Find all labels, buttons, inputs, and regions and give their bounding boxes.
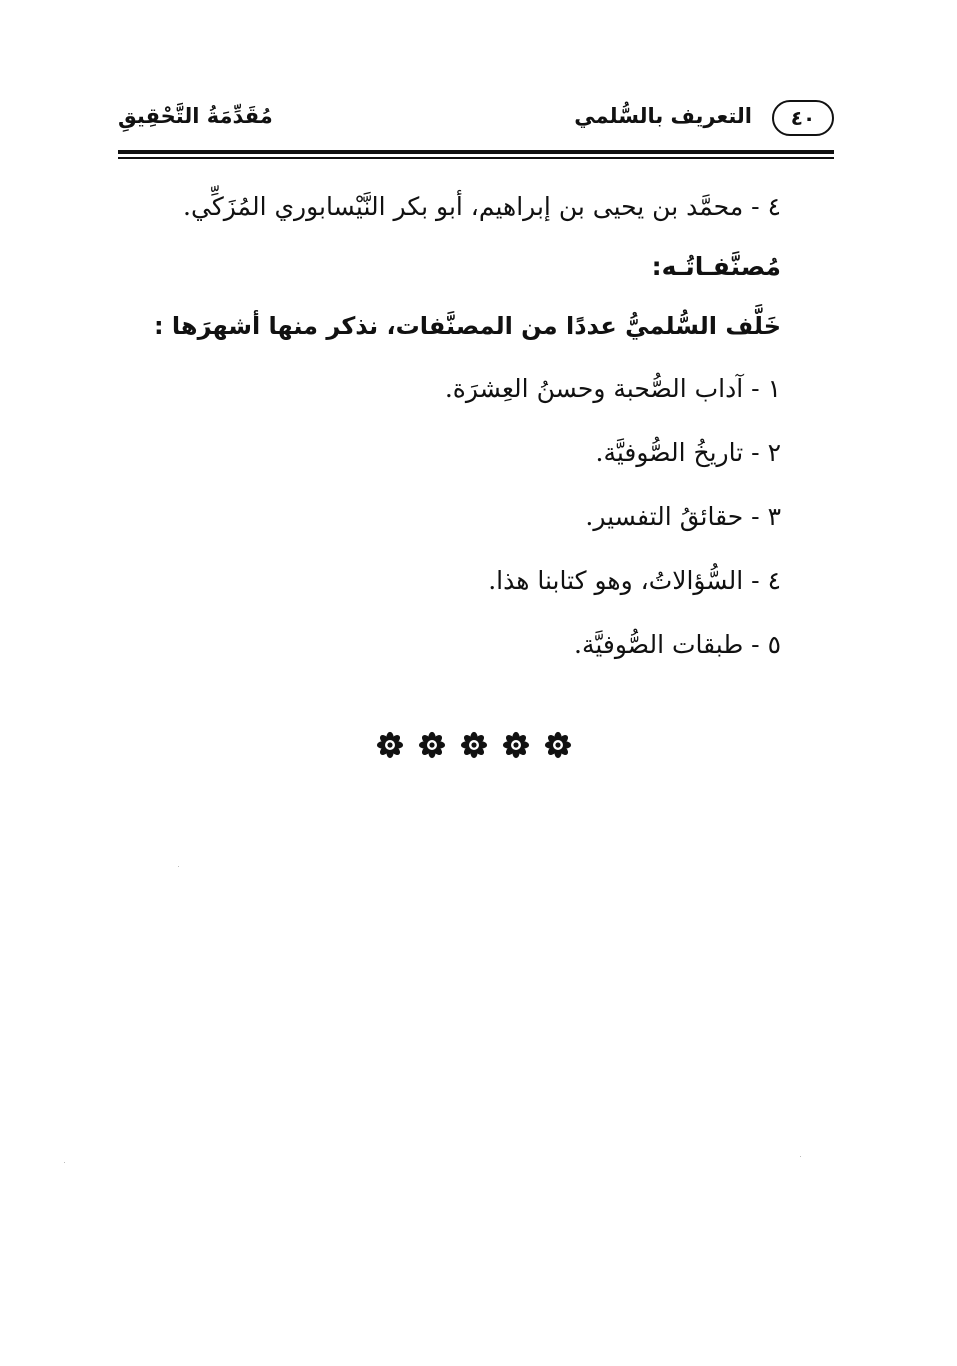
intro-paragraph: خَلَّف السُّلميُّ عددًا من المصنَّفات، نذكر منها أشهرَها : [153,312,781,340]
eight-petal-flower-icon [460,731,488,759]
eight-petal-flower-icon [502,731,530,759]
scan-speck [64,1162,65,1163]
scan-speck [178,866,179,867]
header-section-title: التعريف بالسُّلمي [574,104,752,128]
header-rule-thin [118,157,834,159]
section-heading: مُصنَّفـاتُـه: [651,252,781,281]
eight-petal-flower-icon [418,731,446,759]
scan-speck [800,1156,801,1157]
ornament-separator [376,730,572,760]
header-book-title: مُقَدِّمَةُ التَّحْقِيقِ [118,104,273,128]
list-item: ٥ - طبقات الصُّوفيَّة. [574,630,781,659]
list-item: ١ - آداب الصُّحبة وحسنُ العِشرَة. [444,374,781,403]
page-number-badge [772,100,834,136]
header-rule-thick [118,150,834,154]
list-item: ٢ - تاريخُ الصُّوفيَّة. [595,438,781,467]
eight-petal-flower-icon [544,731,572,759]
list-item: ٣ - حقائقُ التفسير. [585,502,781,531]
eight-petal-flower-icon [376,731,404,759]
page-header [118,98,834,148]
list-item: ٤ - السُّؤالاتُ، وهو كتابنا هذا. [488,566,781,595]
page-number: ٤٠ [790,106,816,130]
text-line: ٤ - محمَّد بن يحيى بن إبراهيم، أبو بكر النَّيْسابوري المُزَكِّي. [183,192,781,221]
